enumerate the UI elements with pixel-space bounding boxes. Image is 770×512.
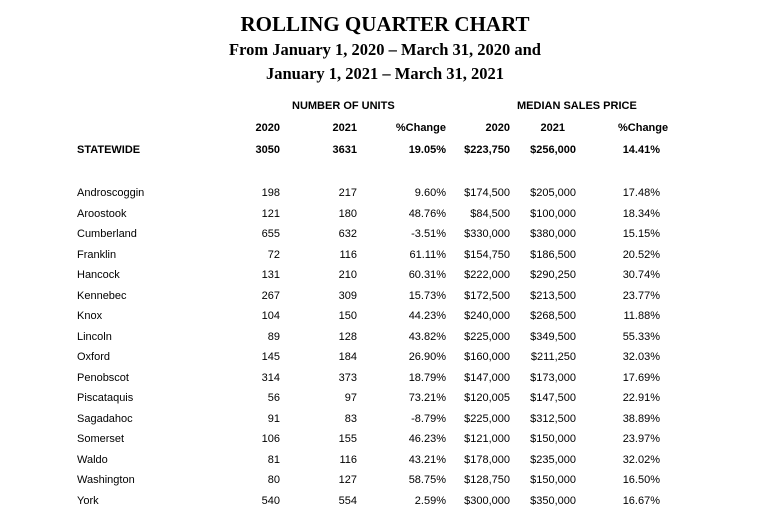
- price-change-cell: 55.33%: [622, 330, 660, 343]
- units-change-cell: 43.82%: [408, 330, 446, 343]
- units-change-cell: -8.79%: [411, 412, 446, 425]
- price-2020-cell: $222,000: [464, 269, 510, 281]
- table-row: [0, 289, 770, 303]
- price-change-cell: 23.77%: [622, 289, 660, 302]
- price-2020-cell: $154,750: [464, 248, 510, 261]
- price-2021-cell: $173,000: [530, 371, 576, 384]
- table-row: [0, 473, 770, 487]
- price-change-cell: 20.52%: [622, 248, 660, 261]
- county-name: Aroostook: [77, 207, 127, 220]
- price-2021-cell: $147,500: [530, 392, 576, 404]
- table-row: [0, 227, 770, 241]
- units-2021-cell: 97: [344, 392, 357, 404]
- price-2020-cell: $178,000: [464, 453, 510, 466]
- price-change-cell: 17.69%: [622, 371, 660, 384]
- units-2021-cell: 116: [339, 453, 357, 466]
- price-2020-cell: $120,005: [464, 392, 510, 404]
- units-2020-cell: 131: [261, 269, 280, 281]
- price-change-cell: 23.97%: [622, 433, 660, 445]
- price-2021-cell: $150,000: [530, 474, 576, 486]
- statewide-price-change: 14.41%: [622, 144, 660, 156]
- table-row: [0, 371, 770, 385]
- price-2021-cell: $205,000: [530, 187, 576, 199]
- price-change-cell: 16.50%: [622, 474, 660, 486]
- units-2020-cell: 540: [261, 494, 280, 507]
- price-2021-cell: $268,500: [530, 310, 576, 322]
- county-name: Franklin: [77, 248, 117, 261]
- units-2021-cell: 632: [338, 228, 357, 240]
- units-2021-cell: 128: [338, 330, 357, 343]
- statewide-units-change: 19.05%: [408, 144, 446, 156]
- statewide-price-2020: $223,750: [464, 144, 510, 156]
- units-change-cell: 26.90%: [408, 351, 446, 363]
- units-2020-cell: 89: [267, 330, 280, 343]
- table-row: [0, 494, 770, 508]
- table-row: [0, 453, 770, 467]
- units-change-cell: 61.11%: [409, 248, 446, 261]
- table-row: [0, 412, 770, 426]
- table-row: [0, 391, 770, 405]
- county-name: Piscataquis: [77, 392, 134, 404]
- units-2020-cell: 72: [267, 248, 280, 261]
- county-name: Somerset: [77, 433, 125, 445]
- statewide-price-2021: $256,000: [530, 144, 576, 156]
- price-2020-cell: $240,000: [464, 310, 510, 322]
- price-change-header: %Change: [618, 122, 669, 134]
- price-2020-cell: $121,000: [464, 433, 510, 445]
- county-name: Waldo: [77, 453, 108, 466]
- units-change-header: %Change: [395, 122, 446, 134]
- units-change-cell: 44.23%: [408, 310, 446, 322]
- price-2021-cell: $380,000: [530, 228, 576, 240]
- price-2020-cell: $147,000: [464, 371, 510, 384]
- units-2021-cell: 309: [338, 289, 357, 302]
- units-2021-cell: 180: [338, 207, 357, 220]
- price-2021-cell: $235,000: [530, 453, 576, 466]
- county-name: Kennebec: [77, 289, 127, 302]
- price-2020-cell: $225,000: [464, 412, 510, 425]
- price-change-cell: 11.88%: [623, 310, 660, 322]
- units-2020-cell: 314: [261, 371, 280, 384]
- price-change-cell: 17.48%: [622, 187, 660, 199]
- units-change-cell: 60.31%: [408, 269, 446, 281]
- county-name: Androscoggin: [77, 187, 145, 199]
- units-change-cell: 58.75%: [408, 474, 446, 486]
- price-2021-cell: $349,500: [530, 330, 576, 343]
- table-row: [0, 186, 770, 200]
- units-2020-cell: 198: [261, 187, 280, 199]
- units-2021-cell: 150: [338, 310, 357, 322]
- units-2021-header: 2021: [332, 122, 357, 134]
- price-2021-cell: $213,500: [530, 289, 576, 302]
- statewide-units-2020: 3050: [255, 144, 280, 156]
- price-2021-cell: $100,000: [530, 207, 576, 220]
- units-2021-cell: 217: [338, 187, 357, 199]
- units-2020-cell: 56: [267, 392, 280, 404]
- county-name: Hancock: [77, 269, 120, 281]
- price-change-cell: 32.02%: [622, 453, 660, 466]
- units-2020-cell: 80: [267, 474, 280, 486]
- county-name: Cumberland: [77, 228, 137, 240]
- county-name: Penobscot: [77, 371, 129, 384]
- units-2021-cell: 83: [344, 412, 357, 425]
- table-row: [0, 350, 770, 364]
- units-2020-cell: 81: [267, 453, 280, 466]
- table-row: [0, 330, 770, 344]
- units-change-cell: 73.21%: [408, 392, 446, 404]
- units-2021-cell: 184: [338, 351, 357, 363]
- price-change-cell: 32.03%: [622, 351, 660, 363]
- price-2020-cell: $174,500: [464, 187, 510, 199]
- price-2020-header: 2020: [485, 122, 510, 134]
- county-name: Oxford: [77, 351, 111, 363]
- county-name: Sagadahoc: [77, 412, 133, 425]
- units-2020-cell: 121: [261, 207, 280, 220]
- price-2020-cell: $225,000: [464, 330, 510, 343]
- units-2020-cell: 106: [261, 433, 280, 445]
- units-2020-cell: 91: [267, 412, 280, 425]
- price-2020-cell: $84,500: [470, 207, 510, 220]
- units-group-header: NUMBER OF UNITS: [292, 100, 395, 112]
- price-2021-header: 2021: [540, 122, 565, 134]
- price-change-cell: 30.74%: [622, 269, 660, 281]
- price-2021-cell: $186,500: [530, 248, 576, 261]
- units-2020-cell: 267: [261, 289, 280, 302]
- units-change-cell: 2.59%: [414, 494, 446, 507]
- date-range-line-2: January 1, 2021 – March 31, 2021: [265, 64, 505, 83]
- units-change-cell: -3.51%: [411, 228, 446, 240]
- units-change-cell: 15.73%: [408, 289, 446, 302]
- chart-title: ROLLING QUARTER CHART: [240, 12, 530, 36]
- table-row: [0, 248, 770, 262]
- table-row: [0, 432, 770, 446]
- units-2020-cell: 104: [261, 310, 280, 322]
- price-change-cell: 22.91%: [622, 392, 660, 404]
- units-2021-cell: 116: [339, 248, 357, 261]
- price-2020-cell: $330,000: [464, 228, 510, 240]
- county-name: Knox: [77, 310, 103, 322]
- price-2021-cell: $290,250: [530, 269, 576, 281]
- statewide-label: STATEWIDE: [77, 144, 141, 156]
- price-2020-cell: $172,500: [464, 289, 510, 302]
- price-2021-cell: $211,250: [530, 351, 576, 363]
- table-row: [0, 207, 770, 221]
- units-2021-cell: 127: [338, 474, 357, 486]
- units-2021-cell: 155: [338, 433, 357, 445]
- units-2020-cell: 145: [261, 351, 280, 363]
- statewide-units-2021: 3631: [332, 144, 357, 156]
- price-2021-cell: $312,500: [530, 412, 576, 425]
- price-change-cell: 16.67%: [622, 494, 660, 507]
- units-change-cell: 9.60%: [414, 187, 446, 199]
- price-2020-cell: $300,000: [464, 494, 510, 507]
- units-2021-cell: 373: [338, 371, 357, 384]
- units-2021-cell: 210: [338, 269, 357, 281]
- table-row: [0, 309, 770, 323]
- price-change-cell: 38.89%: [622, 412, 660, 425]
- units-2021-cell: 554: [338, 494, 357, 507]
- units-change-cell: 46.23%: [408, 433, 446, 445]
- date-range-line-1: From January 1, 2020 – March 31, 2020 and: [229, 40, 541, 59]
- table-row: [0, 268, 770, 282]
- units-2020-header: 2020: [255, 122, 280, 134]
- units-2020-cell: 655: [261, 228, 280, 240]
- price-2021-cell: $350,000: [530, 494, 576, 507]
- units-change-cell: 43.21%: [408, 453, 446, 466]
- price-2021-cell: $150,000: [530, 433, 576, 445]
- price-2020-cell: $128,750: [464, 474, 510, 486]
- county-name: Lincoln: [77, 330, 112, 343]
- price-change-cell: 15.15%: [622, 228, 660, 240]
- units-change-cell: 18.79%: [408, 371, 446, 384]
- price-change-cell: 18.34%: [622, 207, 660, 220]
- units-change-cell: 48.76%: [408, 207, 446, 220]
- county-name: Washington: [77, 474, 135, 486]
- price-2020-cell: $160,000: [464, 351, 510, 363]
- county-name: York: [77, 494, 99, 507]
- price-group-header: MEDIAN SALES PRICE: [517, 100, 637, 112]
